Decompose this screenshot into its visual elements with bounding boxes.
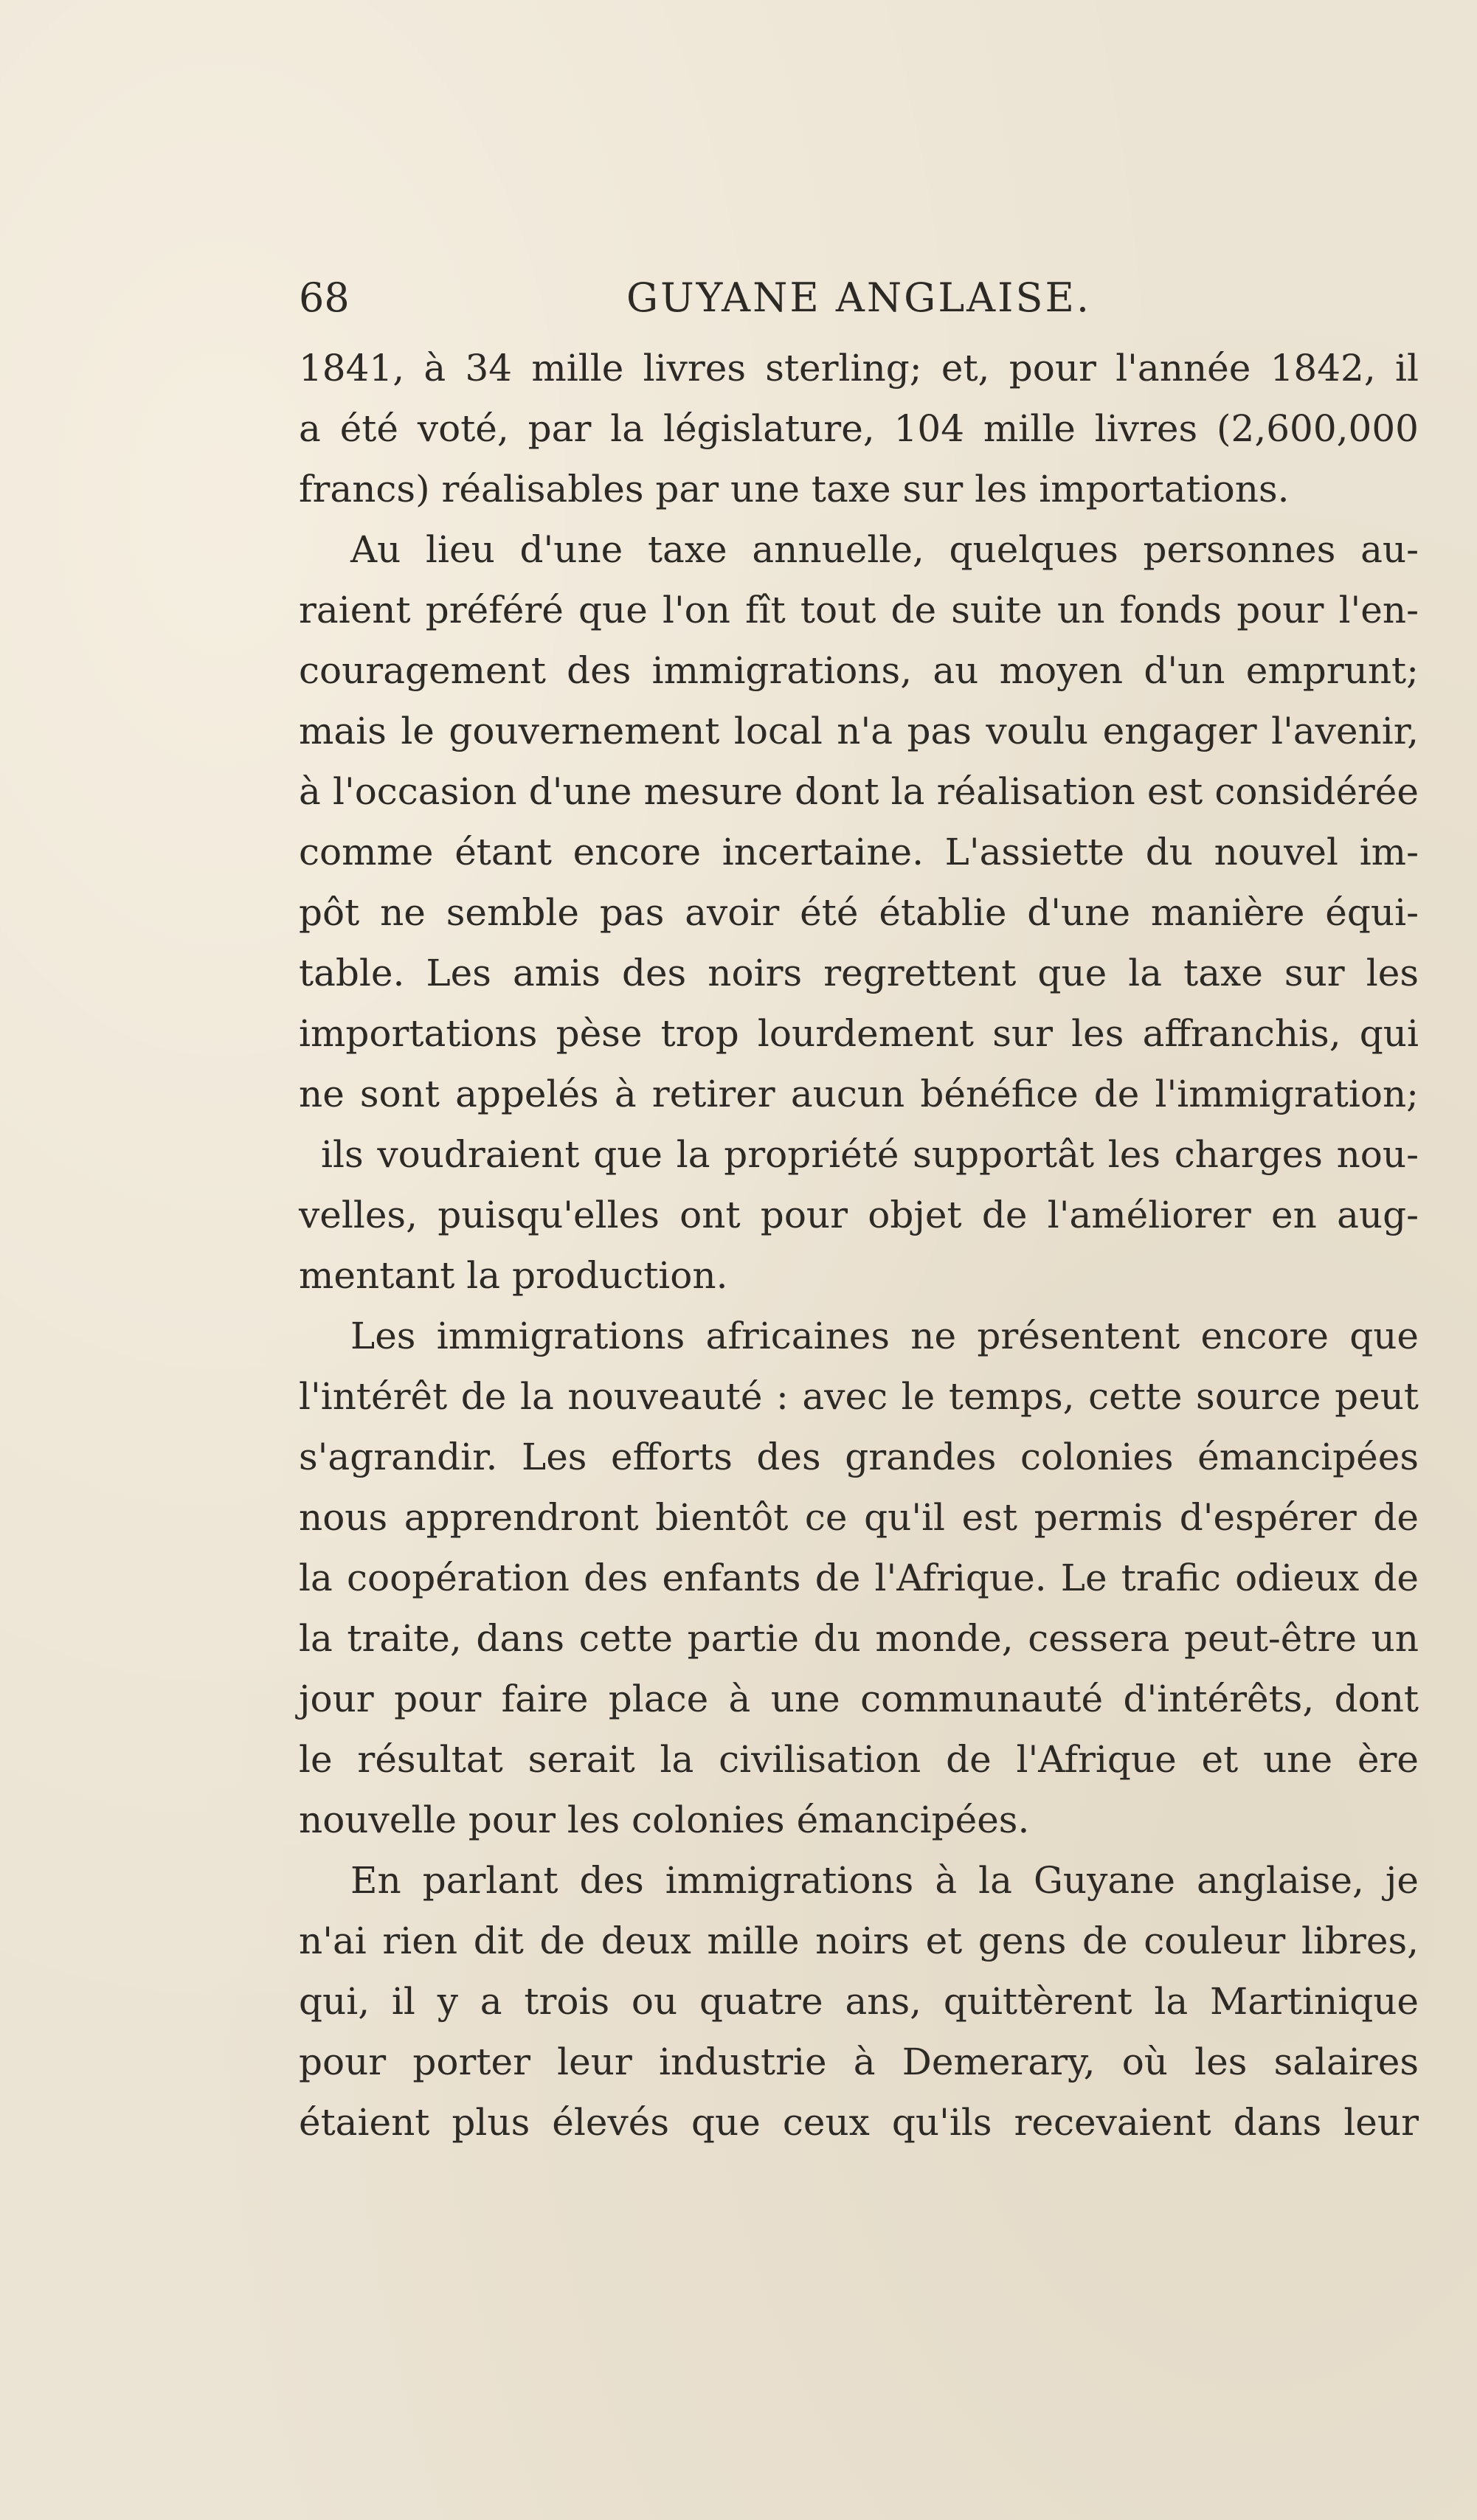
text-line: mentant la production.	[299, 1254, 728, 1297]
text-line: couragement des immigrations, au moyen d'un emprunt;	[299, 649, 1419, 692]
text-line: ils voudraient que la propriété supportât les charges nou-	[321, 1133, 1419, 1176]
text-line: a été voté, par la législature, 104 mille livres (2,600,000	[299, 407, 1419, 450]
text-line: étaient plus élevés que ceux qu'ils recevaient dans leur	[299, 2101, 1419, 2144]
running-head	[299, 271, 1419, 325]
text-line: importations pèse trop lourdement sur les affranchis, qui	[299, 1012, 1419, 1055]
text-line: raient préféré que l'on fît tout de suite un fonds pour l'en-	[299, 589, 1419, 631]
text-line: jour pour faire place à une communauté d'intérêts, dont	[299, 1678, 1419, 1720]
text-line: pour porter leur industrie à Demerary, où les salaires	[299, 2040, 1419, 2083]
text-line: table. Les amis des noirs regrettent que la taxe sur les	[299, 952, 1419, 994]
text-line: nouvelle pour les colonies émancipées.	[299, 1799, 1030, 1841]
text-line: qui, il y a trois ou quatre ans, quittèrent la Martinique	[299, 1980, 1419, 2023]
text-line: s'agrandir. Les efforts des grandes colonies émancipées	[299, 1436, 1419, 1478]
text-line: mais le gouvernement local n'a pas voulu engager l'avenir,	[299, 710, 1419, 752]
text-line: n'ai rien dit de deux mille noirs et gens de couleur libres,	[299, 1920, 1419, 1962]
page-number: 68	[299, 274, 350, 321]
text-line: comme étant encore incertaine. L'assiette du nouvel im-	[299, 831, 1419, 873]
text-line: En parlant des immigrations à la Guyane anglaise, je	[350, 1859, 1419, 1902]
text-line: pôt ne semble pas avoir été établie d'une manière équi-	[299, 891, 1419, 934]
text-line: la traite, dans cette partie du monde, cessera peut-être un	[299, 1617, 1419, 1660]
text-line: la coopération des enfants de l'Afrique. Le trafic odieux de	[299, 1557, 1419, 1599]
text-line: nous apprendront bientôt ce qu'il est permis d'espérer de	[299, 1496, 1419, 1539]
text-line: Au lieu d'une taxe annuelle, quelques personnes au-	[350, 528, 1419, 571]
text-line: ne sont appelés à retirer aucun bénéfice de l'immigration;	[299, 1073, 1419, 1115]
running-title: GUYANE ANGLAISE.	[626, 274, 1092, 321]
text-line: l'intérêt de la nouveauté : avec le temps, cette source peut	[299, 1375, 1419, 1418]
text-line: francs) réalisables par une taxe sur les importations.	[299, 468, 1290, 510]
text-line: 1841, à 34 mille livres sterling; et, pour l'année 1842, il	[299, 347, 1419, 390]
text-line: velles, puisqu'elles ont pour objet de l'améliorer en aug-	[299, 1194, 1419, 1236]
body-text	[299, 338, 1419, 2153]
text-line: à l'occasion d'une mesure dont la réalisation est considérée	[299, 770, 1419, 813]
text-line: le résultat serait la civilisation de l'Afrique et une ère	[299, 1738, 1419, 1781]
text-line: Les immigrations africaines ne présentent encore que	[350, 1315, 1419, 1357]
